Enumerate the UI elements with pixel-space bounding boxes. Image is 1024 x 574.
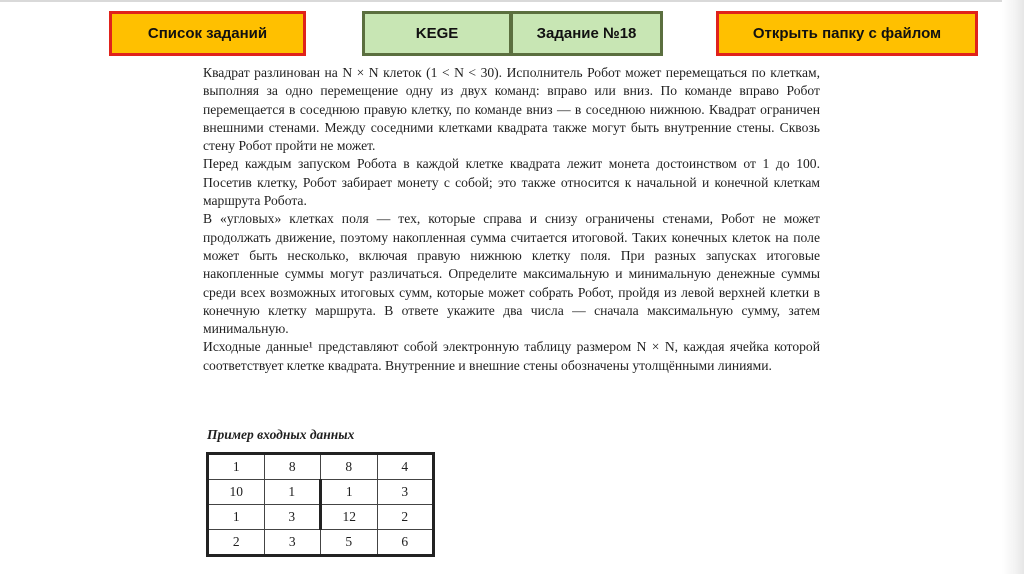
table-cell: 1 xyxy=(264,480,321,505)
problem-paragraph: Перед каждым запуском Робота в каждой клетке квадрата лежит монета достоинством от 1 до 100. Посетив клетку, Робот забирает монету с собой; это также относится к начальной и конечной клеткам маршрута Робота. xyxy=(203,156,820,209)
table-cell: 3 xyxy=(377,480,434,505)
problem-text xyxy=(203,64,820,375)
table-cell: 1 xyxy=(321,480,378,505)
table-cell: 2 xyxy=(377,504,434,529)
table-cell: 4 xyxy=(377,454,434,480)
top-rule xyxy=(0,0,1024,2)
task-number-button[interactable]: Задание №18 xyxy=(510,11,663,56)
table-row xyxy=(208,504,434,529)
table-cell: 8 xyxy=(321,454,378,480)
problem-paragraph: В «угловых» клетках поля — тех, которые справа и снизу ограничены стенами, Робот не может продолжать движение, поэтому накопленная сумма считается итоговой. Таких конечных клеток на поле может быть несколько, включая правую нижнюю клетку поля. При разных запусках итоговые накопленные суммы могут различаться. Определите максимальную и минимальную денежные суммы среди всех возможных итоговых сумм, которые может собрать Робот, пройдя из левой верхней клетки в конечную клетку маршрута. В ответе укажите два числа — сначала максимальную сумму, затем минимальную. xyxy=(203,211,820,337)
table-cell: 5 xyxy=(321,529,378,555)
table-cell: 3 xyxy=(264,504,321,529)
table-cell: 12 xyxy=(321,504,378,529)
slide-edge-shadow xyxy=(1002,0,1024,574)
table-row xyxy=(208,480,434,505)
table-cell: 1 xyxy=(208,504,265,529)
kege-button[interactable]: KEGE xyxy=(362,11,512,56)
example-table xyxy=(206,452,435,557)
example-title: Пример входных данных xyxy=(207,427,355,442)
open-folder-button[interactable]: Открыть папку с файлом xyxy=(716,11,978,56)
table-cell: 1 xyxy=(208,454,265,480)
table-cell: 10 xyxy=(208,480,265,505)
table-row xyxy=(208,529,434,555)
problem-paragraph: Квадрат разлинован на N × N клеток (1 < N < 30). Исполнитель Робот может перемещаться по клеткам, выполняя за одно перемещение одну из двух команд: вправо или вниз. По команде вправо Робот перемещается в соседнюю правую клетку, по команде вниз — в соседнюю нижнюю. Квадрат ограничен внешними стенами. Между соседними клетками квадрата также могут быть внутренние стены. Сквозь стену Робот пройти не может. xyxy=(203,65,820,154)
table-cell: 3 xyxy=(264,529,321,555)
task-list-button[interactable]: Список заданий xyxy=(109,11,306,56)
problem-paragraph: Исходные данные¹ представляют собой электронную таблицу размером N × N, каждая ячейка которой соответствует клетке квадрата. Внутренние и внешние стены обозначены утолщёнными линиями. xyxy=(203,339,820,373)
table-cell: 2 xyxy=(208,529,265,555)
table-cell: 6 xyxy=(377,529,434,555)
table-row xyxy=(208,454,434,480)
table-cell: 8 xyxy=(264,454,321,480)
